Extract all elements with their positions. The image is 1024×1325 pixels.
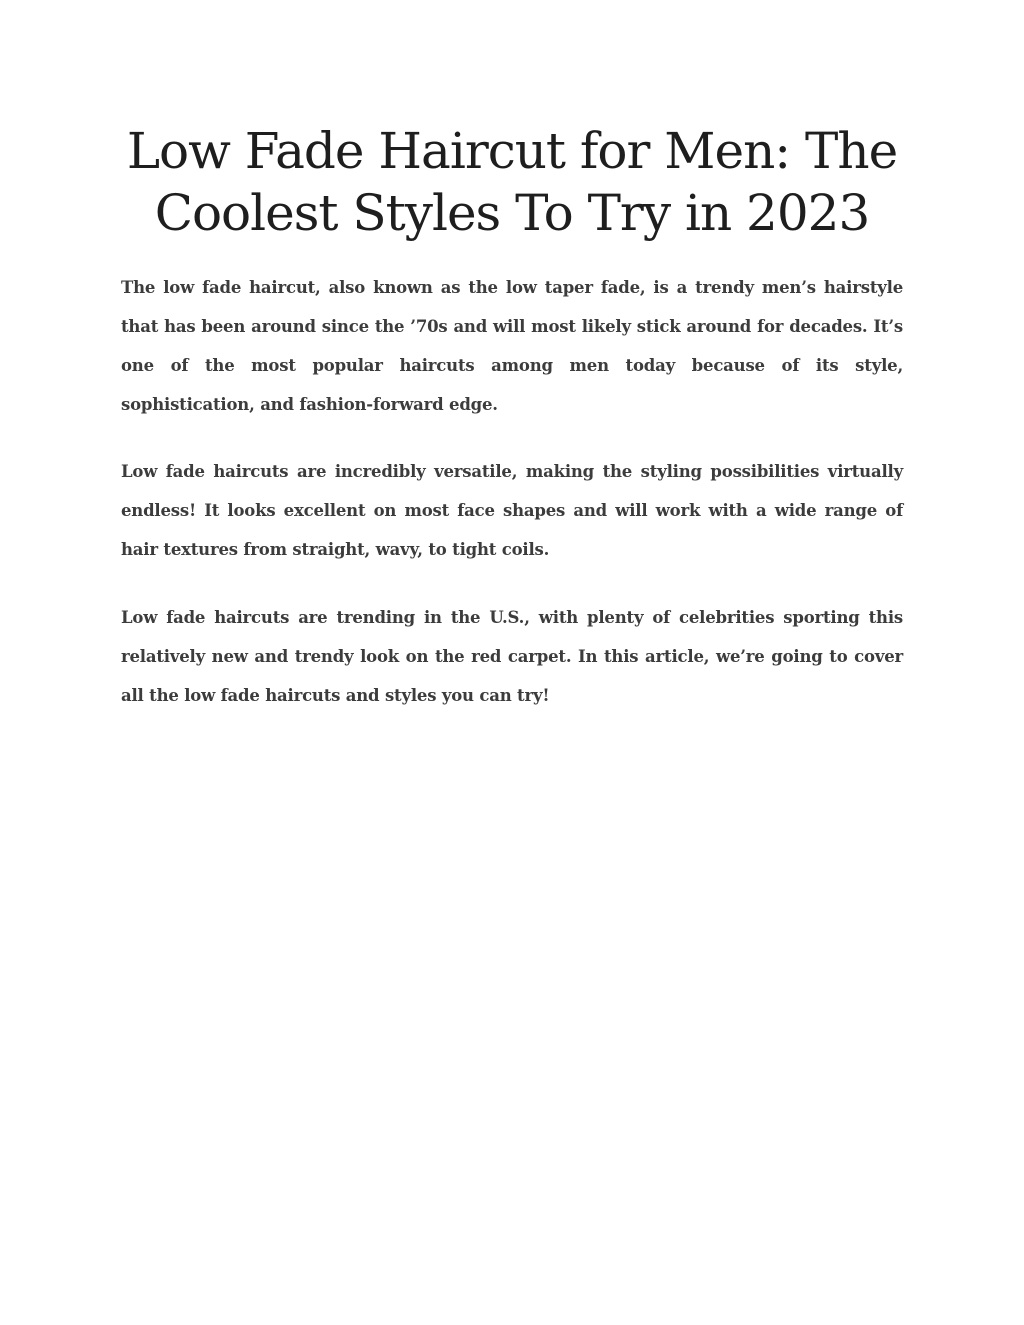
article-title: Low Fade Haircut for Men: The Coolest Styles To Try in 2023 bbox=[126, 122, 898, 242]
article-paragraph-2: Low fade haircuts are incredibly versatile, making the styling possibilities virtually endless! It looks excellent on most face shapes and will work with a wide range of hair textures from straight, wavy, to tight coils. bbox=[121, 462, 903, 559]
article-paragraph-1: The low fade haircut, also known as the low taper fade, is a trendy men’s hairstyle that has been around since the ’70s and will most likely stick around for decades. It’s one of the most popular haircuts among men today because of its style, sophistication, and fashion-forward edge. bbox=[121, 278, 903, 414]
article-paragraph-3: Low fade haircuts are trending in the U.S., with plenty of celebrities sporting this relatively new and trendy look on the red carpet. In this article, we’re going to cover all the low fade haircuts and styles you can try! bbox=[121, 608, 903, 705]
